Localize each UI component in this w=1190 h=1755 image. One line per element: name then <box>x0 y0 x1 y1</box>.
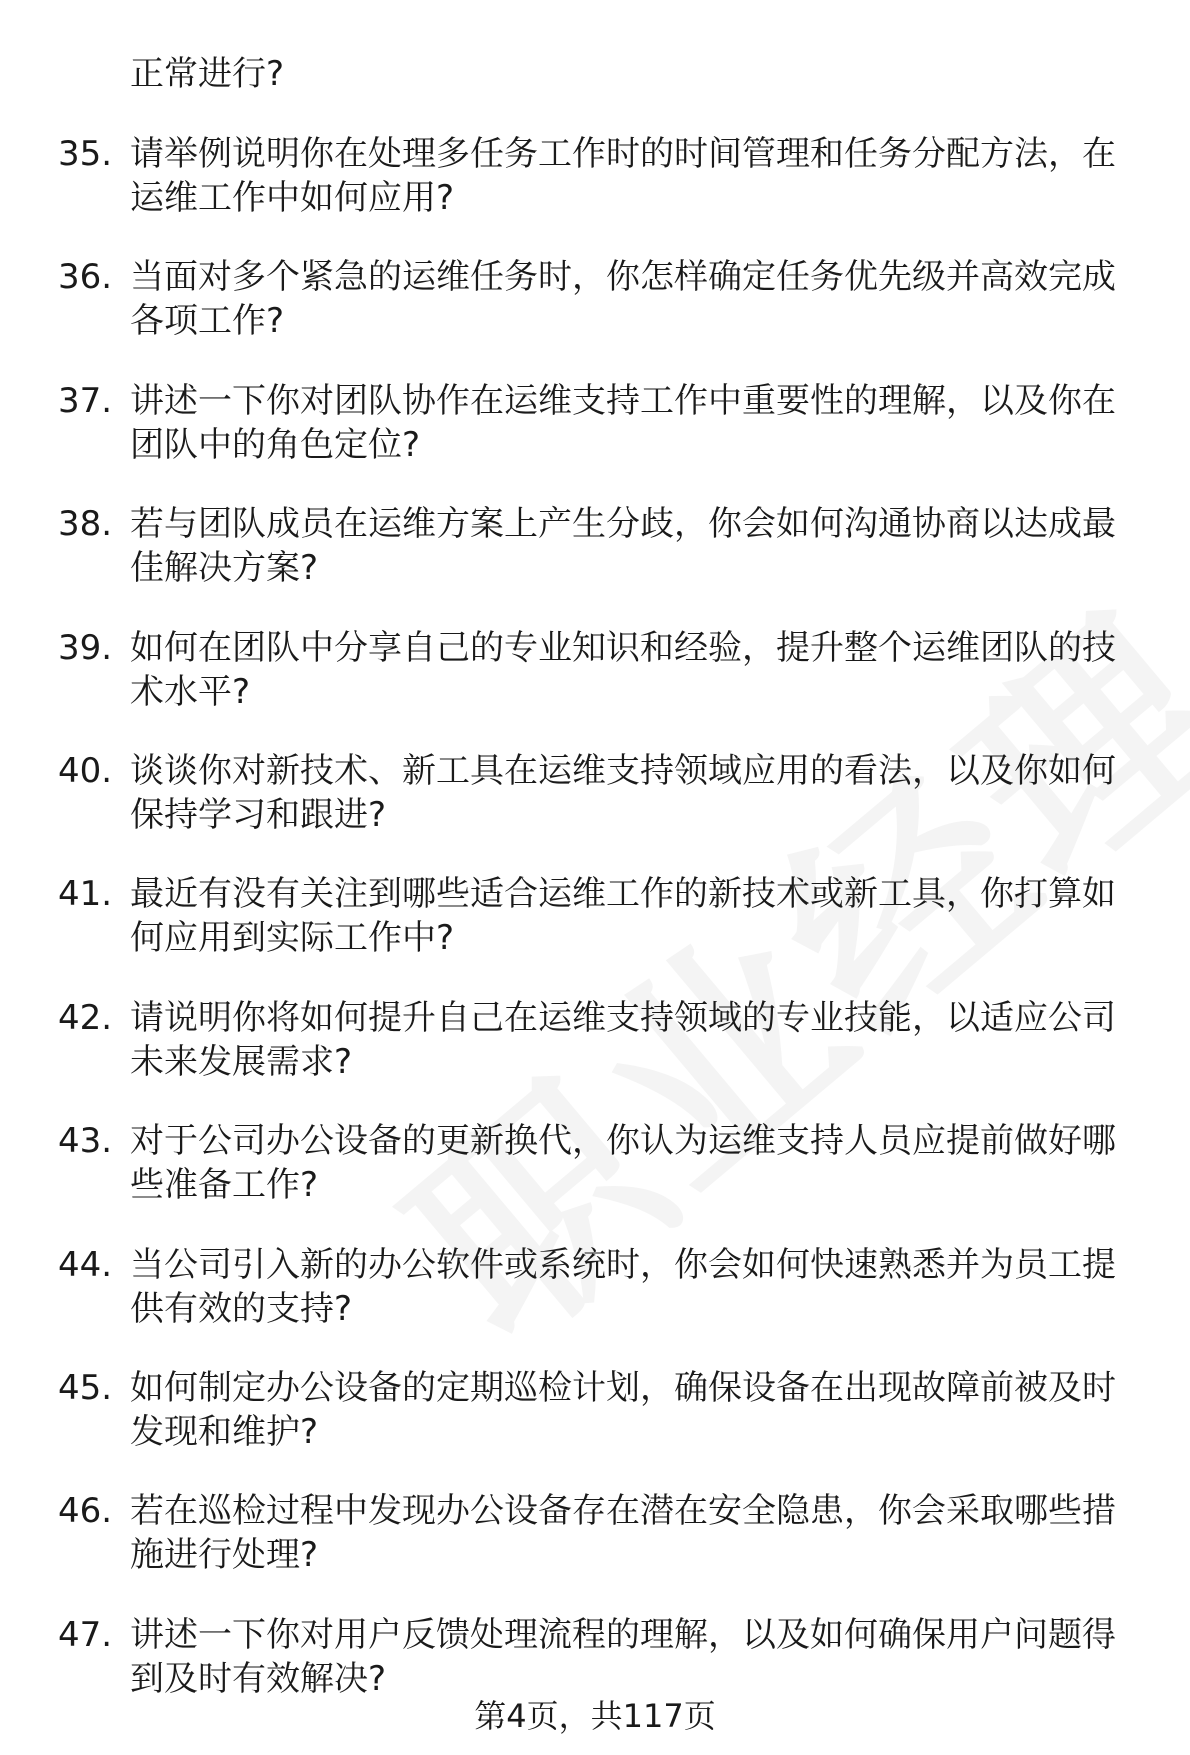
question-item <box>58 996 1148 1119</box>
question-item <box>58 626 1148 749</box>
question-number: 37. <box>58 380 113 421</box>
question-number: 40. <box>58 750 113 791</box>
question-list <box>58 132 1148 1736</box>
page-footer: 第4页，共117页 <box>474 1697 716 1735</box>
question-text: 如何制定办公设备的定期巡检计划，确保设备在出现故障前被及时发现和维护? <box>130 1367 1116 1452</box>
question-number: 45. <box>58 1367 113 1408</box>
question-text: 对于公司办公设备的更新换代，你认为运维支持人员应提前做好哪些准备工作? <box>130 1121 1116 1206</box>
question-number: 43. <box>58 1121 113 1162</box>
question-number: 35. <box>58 134 113 174</box>
question-text: 若与团队成员在运维方案上产生分歧，你会如何沟通协商以达成最佳解决方案? <box>130 504 1116 589</box>
question-text: 请说明你将如何提升自己在运维支持领域的专业技能，以适应公司未来发展需求? <box>130 997 1116 1082</box>
question-text: 当面对多个紧急的运维任务时，你怎样确定任务优先级并高效完成各项工作? <box>130 257 1116 342</box>
question-text: 最近有没有关注到哪些适合运维工作的新技术或新工具，你打算如何应用到实际工作中? <box>130 874 1116 959</box>
question-number: 42. <box>58 997 113 1038</box>
question-item <box>58 749 1148 872</box>
question-item <box>58 502 1148 625</box>
question-text: 请举例说明你在处理多任务工作时的时间管理和任务分配方法，在运维工作中如何应用? <box>130 134 1116 218</box>
question-item <box>58 1119 1148 1242</box>
question-item <box>58 255 1148 378</box>
question-text: 讲述一下你对用户反馈处理流程的理解，以及如何确保用户问题得到及时有效解决? <box>130 1614 1116 1699</box>
question-text: 如何在团队中分享自己的专业知识和经验，提升整个运维团队的技术水平? <box>130 627 1116 712</box>
question-item <box>58 379 1148 502</box>
question-item <box>58 1366 1148 1489</box>
question-number: 44. <box>58 1244 113 1285</box>
question-text: 若在巡检过程中发现办公设备存在潜在安全隐患，你会采取哪些措施进行处理? <box>130 1491 1116 1576</box>
question-number: 41. <box>58 874 113 915</box>
question-number: 38. <box>58 504 113 545</box>
question-item <box>58 872 1148 995</box>
question-number: 46. <box>58 1491 113 1532</box>
question-item <box>58 132 1148 255</box>
question-item <box>58 1243 1148 1366</box>
question-number: 36. <box>58 257 113 298</box>
question-text: 讲述一下你对团队协作在运维支持工作中重要性的理解，以及你在团队中的角色定位? <box>130 380 1116 465</box>
question-text: 当公司引入新的办公软件或系统时，你会如何快速熟悉并为员工提供有效的支持? <box>130 1244 1116 1329</box>
question-text: 谈谈你对新技术、新工具在运维支持领域应用的看法，以及你如何保持学习和跟进? <box>130 750 1116 835</box>
question-number: 47. <box>58 1614 113 1655</box>
question-item <box>58 1489 1148 1612</box>
continuation-text: 正常进行? <box>130 54 285 94</box>
question-number: 39. <box>58 627 113 668</box>
